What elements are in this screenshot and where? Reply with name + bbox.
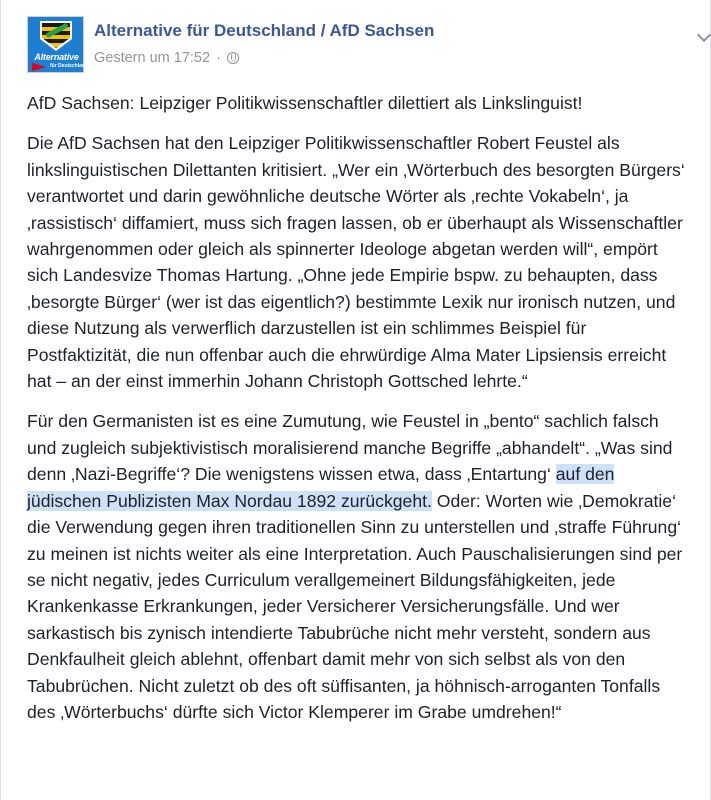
post-paragraph-1: Die AfD Sachsen hat den Leipziger Politikwissenschaftler Robert Feustel als linkslinguistischen Dilettanten kritisiert. „Wer ein ‚Wörterbuch des besorgten Bürgers‘ verantwortet und darin gewöhnliche deutsche Wörter als ‚rechte Vokabeln‘, ja ‚rassistisch‘ diffamiert, muss sich fragen lassen, ob er überhaupt als Wissenschaftler wahrgenommen oder gleich als spinnerter Ideologe abgetan werden will“, empört sich Landesvize Thomas Hartung. „Ohne jede Empirie bspw. zu behaupten, dass ‚besorgte Bürger‘ (wer ist das eigentlich?) bestimmte Lexik nur ironisch nutzen, und diese Nutzung als verwerflich darzustellen ist ein schlimmes Beispiel für Postfaktizität, die nun offenbar auch die ehrwürdige Alma Mater Lipsiensis erreicht hat – an der einst immerhin Johann Christoph Gottsched lehrte.“	[27, 133, 685, 392]
meta-separator: ·	[216, 50, 221, 66]
globe-icon[interactable]	[227, 52, 239, 64]
paragraph-2-text-before: Für den Germanisten ist es eine Zumutung, wie Feustel in „bento“ sachlich falsch und zugleich subjektivistisch moralisierend manche Begriffe „abhandelt“. „Was sind denn ‚Nazi-Begriffe‘? Die wenigstens wissen etwa, dass ‚Entartung‘	[27, 411, 673, 485]
post-timestamp[interactable]: Gestern um 17:52	[94, 50, 211, 66]
page-avatar[interactable]	[27, 16, 89, 73]
post-meta	[94, 50, 239, 66]
post-title: AfD Sachsen: Leipziger Politikwissenschaftler dilettiert als Linkslinguist!	[27, 93, 583, 113]
avatar-logo-text: Alternative	[34, 52, 79, 62]
selected-text-highlight[interactable]: auf den jüdischen Publizisten Max Nordau 1892 zurückgeht.	[27, 464, 615, 511]
avatar-logo-subtext: für Deutschland	[50, 63, 89, 69]
arrow-icon	[32, 63, 46, 71]
post-paragraph-2	[27, 408, 687, 725]
paragraph-2-text-after: Oder: Worten wie ‚Demokratie‘ die Verwendung gegen ihren traditionellen Sinn zu unterstellen und ‚straffe Führung‘ zu meinen ist nichts weiter als eine Interpretation. Auch Pauschalisierungen sind per se nicht negativ, jedes Curriculum verallgemeinert Bildungsfähigkeiten, jede Krankenkasse Erkrankungen, jeder Versicherer Versicherungsfälle. Und wer sarkastisch bis zynisch intendierte Tabubrüche nicht mehr versteht, sondern aus Denkfaulheit gleich ablehnt, offenbart damit mehr von sich selbst als von den Tabubrüchen. Nicht zuletzt ob des oft süffisanten, ja höhnisch-arroganten Tonfalls des ‚Wörterbuchs‘ dürfte sich Victor Klemperer im Grabe umdrehen!“	[27, 490, 683, 722]
post-header	[27, 16, 687, 76]
chevron-down-icon[interactable]	[697, 28, 711, 42]
post-body	[27, 90, 687, 739]
page-name-link[interactable]: Alternative für Deutschland / AfD Sachsen	[94, 21, 435, 40]
